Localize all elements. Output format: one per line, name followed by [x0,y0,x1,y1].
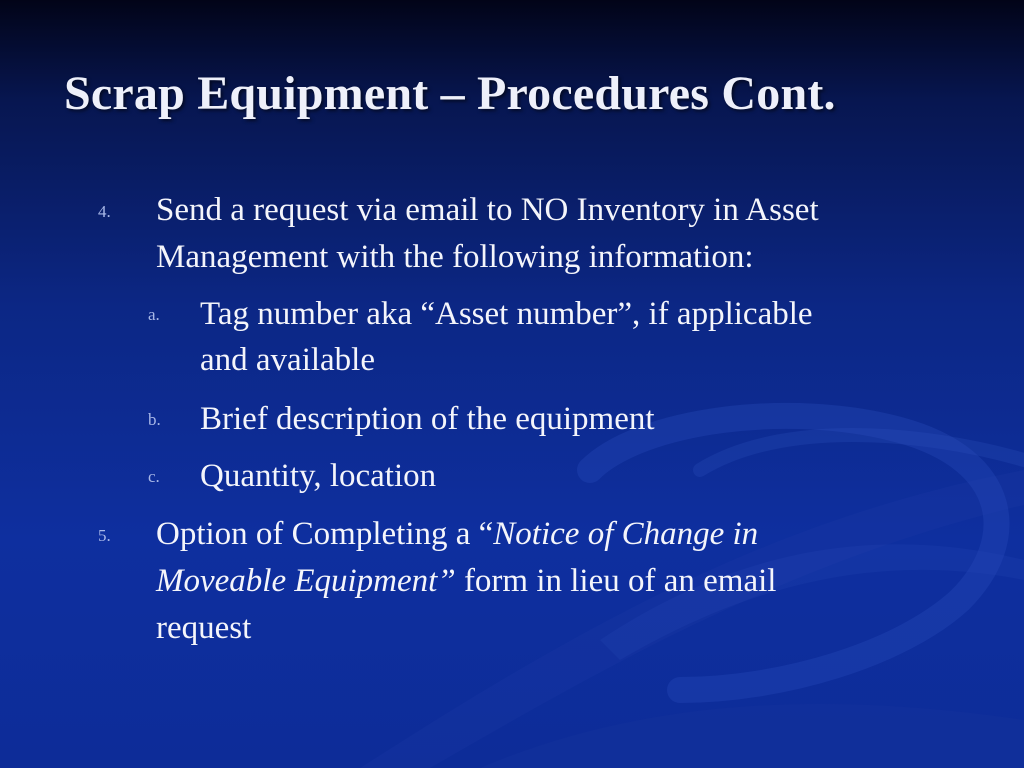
swirl-lower [480,704,1024,768]
sub-item-text: Brief description of the equipment [200,401,655,437]
list-marker: b. [148,410,161,429]
list-item-text [156,511,996,558]
list-item-text: request [156,610,252,646]
sub-item-a [148,291,1000,383]
list-marker: c. [148,467,160,486]
text-run: Option of Completing a “ [156,516,494,552]
sub-item-text: and available [200,342,375,378]
sub-item-text: Tag number aka “Asset number”, if applicable [200,296,813,332]
form-title-italic: Notice of Change in [493,516,759,552]
list-marker: 5. [98,526,111,545]
list-marker: a. [148,305,160,324]
sub-item-c [148,453,1000,499]
list-item-5 [98,511,996,652]
list-item-text: Send a request via email to NO Inventory in Asset [156,192,819,228]
slide-title: Scrap Equipment – Procedures Cont. [64,67,836,120]
text-run: form in lieu of an email [455,563,777,599]
list-item-4 [98,187,996,281]
form-title-italic: Moveable Equipment” [156,563,456,599]
list-item-text: Management with the following information: [156,239,754,275]
sub-item-b [148,396,1000,442]
list-marker: 4. [98,202,111,221]
sub-item-text: Quantity, location [200,458,437,494]
list-item-text [156,558,996,605]
